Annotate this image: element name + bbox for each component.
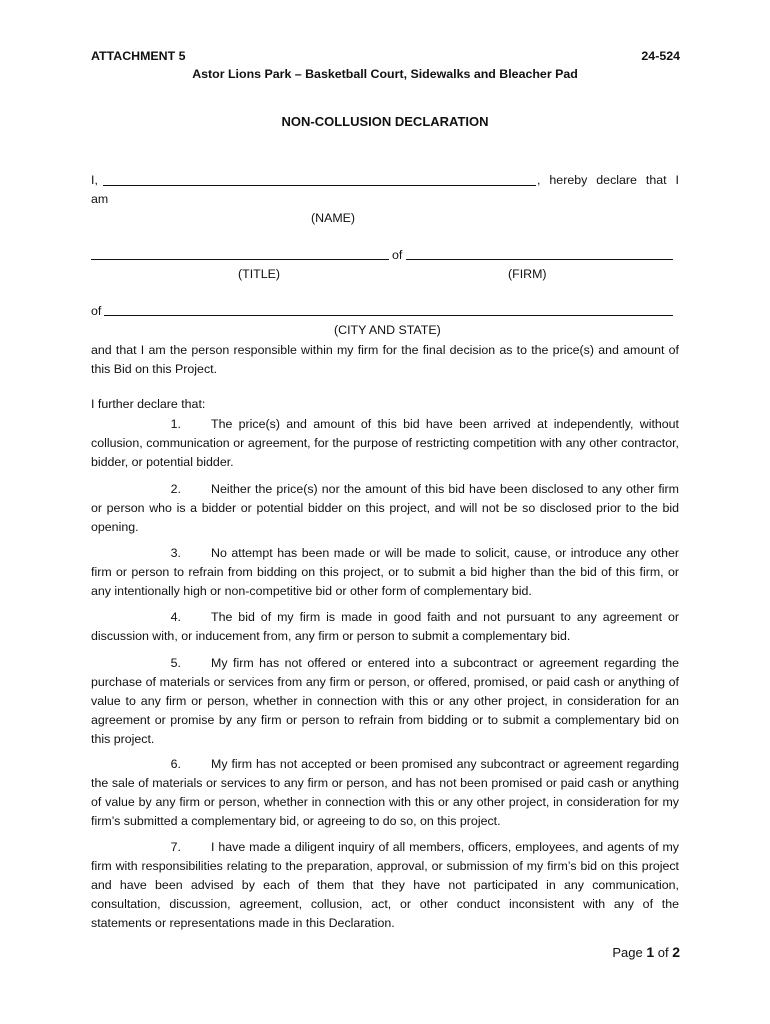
page-total: 2 (672, 944, 680, 960)
intro-paragraph: and that I am the person responsible within my firm for the final decision as to the price(s) and amount of this Bid on this Project. (91, 343, 679, 376)
item-number: 3. (170, 546, 181, 560)
page-current: 1 (646, 944, 655, 960)
declare-suffix: , hereby declare that I (537, 173, 679, 187)
of-prefix: of (91, 304, 102, 318)
item-number: 6. (170, 757, 181, 771)
declaration-item-7 (91, 838, 679, 933)
item-number: 1. (170, 417, 181, 431)
item-number: 5. (170, 656, 181, 670)
declaration-item-1 (91, 415, 679, 472)
item-text: Neither the price(s) nor the amount of this bid have been disclosed to any other firm or person who is a bidder or potential bidder on this project, and will not be so disclosed prior to the bid opening. (91, 482, 679, 534)
declaration-item-6 (91, 755, 679, 831)
item-number: 4. (170, 610, 181, 624)
page-word: Page (612, 945, 643, 960)
document-title: NON-COLLUSION DECLARATION (281, 114, 489, 129)
further-declare: I further declare that: (91, 397, 206, 411)
attachment-label: ATTACHMENT 5 (91, 49, 186, 63)
item-number: 2. (170, 482, 181, 496)
declaration-item-2 (91, 480, 679, 537)
firm-input-line[interactable] (406, 259, 673, 260)
declaration-item-3 (91, 544, 679, 601)
item-number: 7. (170, 840, 181, 854)
declaration-item-4 (91, 608, 679, 646)
item-text: No attempt has been made or will be made to solicit, cause, or introduce any other firm or person to refrain from bidding on this project, or to submit a bid higher than the bid of this firm, or any intentionally high or non-competitive bid or other form of complementary bid. (91, 546, 679, 598)
of-middle: of (392, 248, 403, 262)
page-number (612, 944, 680, 960)
am-text: am (91, 192, 109, 206)
item-text: The bid of my firm is made in good faith and not pursuant to any agreement or discussion with, or inducement from, any firm or person to submit a complementary bid. (91, 610, 679, 643)
name-label: (NAME) (311, 211, 356, 225)
page-of: of (657, 945, 669, 960)
i-prefix: I, (91, 173, 98, 187)
bid-number: 24-524 (641, 49, 680, 63)
firm-label: (FIRM) (508, 267, 547, 281)
title-label: (TITLE) (238, 267, 280, 281)
city-state-label: (CITY AND STATE) (334, 323, 441, 337)
city-state-input-line[interactable] (104, 315, 673, 316)
item-text: The price(s) and amount of this bid have been arrived at independently, without collusion, communication or agreement, for the purpose of restricting competition with any other contractor, bidder, or potential bidder. (91, 417, 679, 469)
item-text: My firm has not accepted or been promised any subcontract or agreement regarding the sale of materials or services to any firm or person, and has not been promised or paid cash or anything of value by any firm or person, whether in connection with this or any other project, in consideration for my firm’s submitted a complementary bid, or agreeing to do so, on this project. (91, 757, 679, 828)
name-input-line[interactable] (103, 185, 536, 186)
title-input-line[interactable] (91, 259, 389, 260)
project-name: Astor Lions Park – Basketball Court, Sidewalks and Bleacher Pad (192, 67, 578, 81)
item-text: My firm has not offered or entered into a subcontract or agreement regarding the purchase of materials or services from any firm or person, or offered, promised, or paid cash or anything of value to any firm or person, whether in connection with this or any other project, in consideration for an agreement or promise by any firm or person to refrain from bidding or to submit a complementary bid on this project. (91, 656, 679, 746)
declaration-item-5 (91, 654, 679, 749)
item-text: I have made a diligent inquiry of all members, officers, employees, and agents of my firm with responsibilities relating to the preparation, approval, or submission of my firm’s bid on this project and have been advised by each of them that they have not participated in any communication, consultation, discussion, agreement, collusion, act, or other conduct inconsistent with any of the statements or representations made in this Declaration. (91, 840, 679, 930)
